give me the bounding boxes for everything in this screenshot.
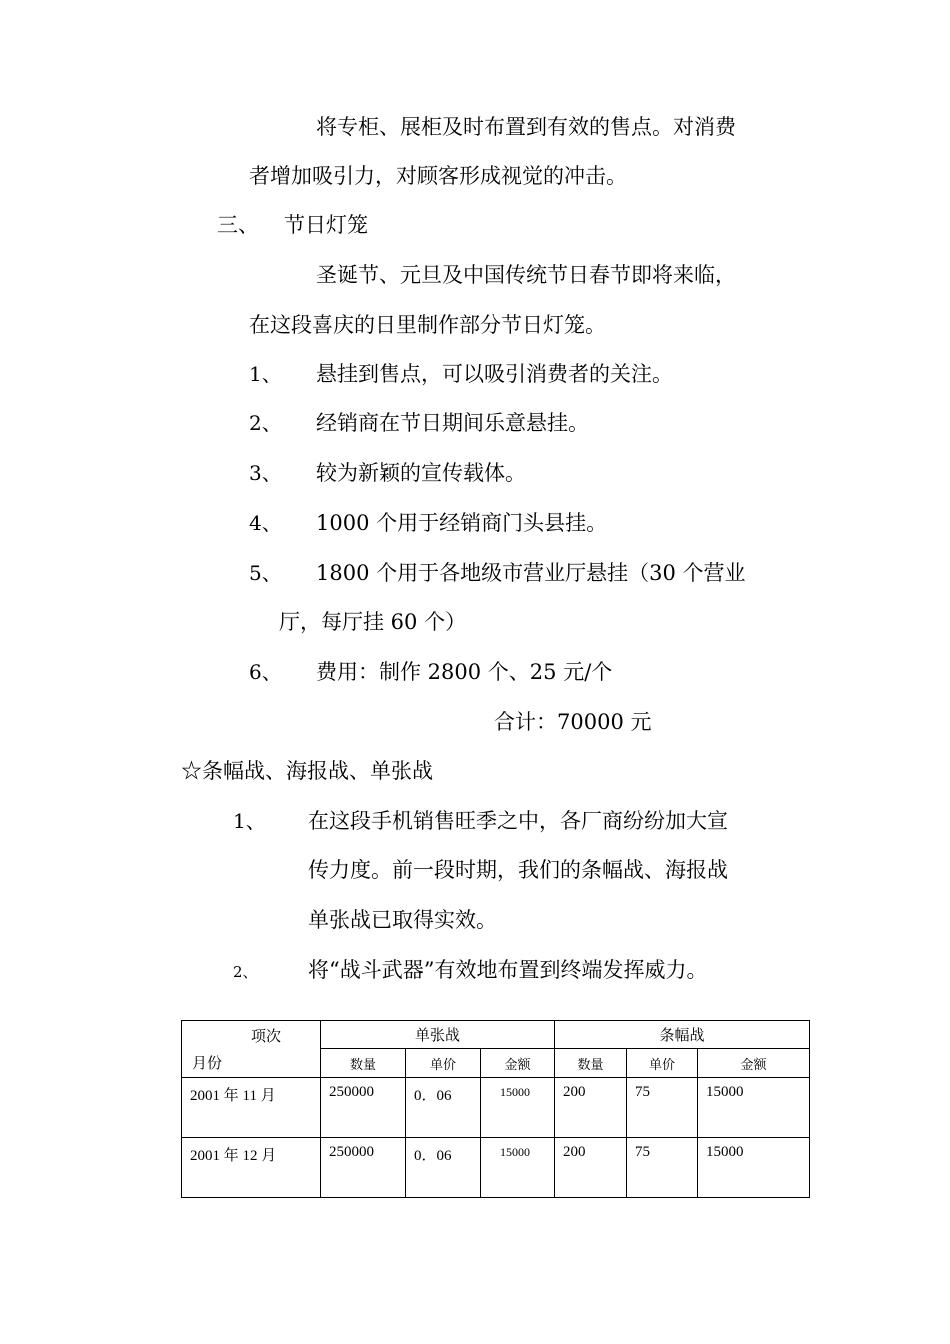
list-number: 2、 <box>233 963 258 981</box>
column-header: 金额 <box>698 1049 810 1078</box>
para-line: 在这段手机销售旺季之中，各厂商纷纷加大宣 <box>308 809 728 833</box>
column-header: 单价 <box>406 1049 481 1078</box>
group-header-banner: 条幅战 <box>555 1021 810 1049</box>
table-cell: 200 <box>555 1078 627 1138</box>
table-row <box>182 1138 810 1198</box>
table-cell: 0．06 <box>406 1138 481 1198</box>
column-header: 数量 <box>321 1049 406 1078</box>
list-item: 1000 个用于经销商门头县挂。 <box>316 511 608 535</box>
para-line: 者增加吸引力，对顾客形成视觉的冲击。 <box>249 164 627 188</box>
table-cell: 15000 <box>481 1078 555 1138</box>
corner-header-cell <box>182 1021 321 1078</box>
list-item: 经销商在节日期间乐意悬挂。 <box>316 411 589 435</box>
list-number: 1、 <box>233 809 266 833</box>
table-cell: 75 <box>627 1078 698 1138</box>
para-line: 圣诞节、元旦及中国传统节日春节即将来临， <box>316 263 736 287</box>
para-line: 在这段喜庆的日里制作部分节日灯笼。 <box>249 313 606 337</box>
list-item: 较为新颖的宣传载体。 <box>316 461 526 485</box>
column-header: 单价 <box>627 1049 698 1078</box>
table-cell: 15000 <box>698 1078 810 1138</box>
list-number: 4、 <box>249 511 282 535</box>
table-cell: 15000 <box>698 1138 810 1198</box>
para-line: 将“战斗武器”有效地布置到终端发挥威力。 <box>308 958 708 982</box>
table-cell: 250000 <box>321 1078 406 1138</box>
column-header: 金额 <box>481 1049 555 1078</box>
group-header-handbill: 单张战 <box>321 1021 555 1049</box>
star-heading: ☆条幅战、海报战、单张战 <box>181 759 433 783</box>
list-number: 5、 <box>249 561 282 585</box>
list-item-continuation: 厅，每厅挂 60 个） <box>279 610 467 634</box>
list-number: 2、 <box>249 411 282 435</box>
total-line: 合计：70000 元 <box>494 710 652 734</box>
table-cell: 200 <box>555 1138 627 1198</box>
table-cell: 75 <box>627 1138 698 1198</box>
list-item: 费用：制作 2800 个、25 元/个 <box>316 660 613 684</box>
corner-header-bottom: 月份 <box>192 1056 223 1072</box>
list-number: 6、 <box>249 660 282 684</box>
section-number: 三、 <box>217 213 259 237</box>
budget-table <box>181 1020 810 1198</box>
list-item: 悬挂到售点，可以吸引消费者的关注。 <box>316 362 673 386</box>
table-row <box>182 1078 810 1138</box>
para-line: 传力度。前一段时期，我们的条幅战、海报战 <box>308 858 728 882</box>
month-cell: 2001 年 12 月 <box>182 1138 321 1198</box>
table-cell: 0．06 <box>406 1078 481 1138</box>
month-cell: 2001 年 11 月 <box>182 1078 321 1138</box>
table-cell: 15000 <box>481 1138 555 1198</box>
list-number: 3、 <box>249 461 282 485</box>
para-line: 单张战已取得实效。 <box>308 908 497 932</box>
section-title: 节日灯笼 <box>284 213 368 237</box>
list-number: 1、 <box>249 362 282 386</box>
column-header: 数量 <box>555 1049 627 1078</box>
list-item: 1800 个用于各地级市营业厅悬挂（30 个营业 <box>316 561 746 585</box>
table-cell: 250000 <box>321 1138 406 1198</box>
corner-header-top: 项次 <box>251 1029 282 1045</box>
para-line: 将专柜、展柜及时布置到有效的售点。对消费 <box>316 115 736 139</box>
